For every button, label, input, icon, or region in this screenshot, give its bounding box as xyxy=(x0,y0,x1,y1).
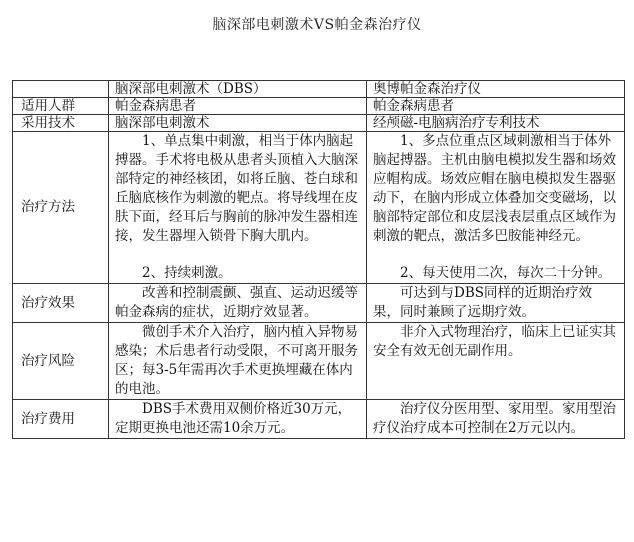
header-cell-dbs: 脑深部电刺激术（DBS） xyxy=(109,81,367,98)
table-row-technology xyxy=(13,115,625,132)
dbs-cell xyxy=(109,400,367,439)
table-row-method xyxy=(13,132,625,284)
dbs-risk-text: 微创手术介入治疗，脑内植入异物易感染；术后患者行动受限，不可离开服务区；每3-5年需再次手术更换埋藏在体内的电池。 xyxy=(115,324,358,397)
table-header-row xyxy=(13,81,625,98)
row-label: 采用技术 xyxy=(13,115,109,132)
aobo-cost-text: 治疗仪分医用型、家用型。家用型治疗仪治疗成本可控制在2万元以内。 xyxy=(373,401,616,436)
row-label: 治疗效果 xyxy=(13,284,109,323)
aobo-cell xyxy=(367,132,625,284)
dbs-cell xyxy=(109,132,367,284)
aobo-risk-text: 非介入式物理治疗，临床上已证实其安全有效无创无副作用。 xyxy=(373,324,616,359)
aobo-method-paragraph-2: 2、每天使用二次，每次二十分钟。 xyxy=(400,265,612,281)
aobo-method-paragraph-1: 1、多点位重点区域刺激相当于体外脑起搏器。主机由脑电模拟发生器和场效应帽构成。场效应帽在脑电模拟发生器驱动下，在脑内形成立体叠加交变磁场，以脑部特定部位和皮层浅表层重点区域作为刺激的靶点，激活多巴胺能神经元。 xyxy=(373,133,616,244)
row-label: 适用人群 xyxy=(13,98,109,115)
document-title: 脑深部电刺激术VS帕金森治疗仪 xyxy=(212,17,422,33)
dbs-cell xyxy=(109,284,367,323)
aobo-cell xyxy=(367,284,625,323)
header-cell-aobo: 奥博帕金森治疗仪 xyxy=(367,81,625,98)
dbs-cell: 脑深部电刺激术 xyxy=(109,115,367,132)
dbs-method-paragraph-1: 1、单点集中刺激，相当于体内脑起搏器。手术将电极从患者头顶植入大脑深部特定的神经核团，如将丘脑、苍白球和丘脑底核作为刺激的靶点。将导线埋在皮肤下面，经耳后与胸前的脉冲发生器相连接，发生器埋入锁骨下胸大肌内。 xyxy=(115,133,358,244)
aobo-effect-text: 可达到与DBS同样的近期治疗效果，同时兼顾了远期疗效。 xyxy=(373,285,592,320)
table-row-population xyxy=(13,98,625,115)
dbs-cost-text: DBS手术费用双侧价格近30万元，定期更换电池还需10余万元。 xyxy=(115,401,352,436)
dbs-cell xyxy=(109,323,367,400)
table-row-risk xyxy=(13,323,625,400)
aobo-cell xyxy=(367,400,625,439)
dbs-method-paragraph-2: 2、持续刺激。 xyxy=(142,265,232,281)
comparison-table xyxy=(12,80,625,439)
row-label: 治疗风险 xyxy=(13,323,109,400)
table-row-cost xyxy=(13,400,625,439)
aobo-cell xyxy=(367,323,625,400)
dbs-cell: 帕金森病患者 xyxy=(109,98,367,115)
table-row-effect xyxy=(13,284,625,323)
row-label: 治疗方法 xyxy=(13,132,109,284)
dbs-effect-text: 改善和控制震颤、强直、运动迟缓等帕金森病的症状，近期疗效显著。 xyxy=(115,285,358,320)
header-cell-empty xyxy=(13,81,109,98)
aobo-cell: 经颅磁-电脑病治疗专利技术 xyxy=(367,115,625,132)
row-label: 治疗费用 xyxy=(13,400,109,439)
aobo-cell: 帕金森病患者 xyxy=(367,98,625,115)
